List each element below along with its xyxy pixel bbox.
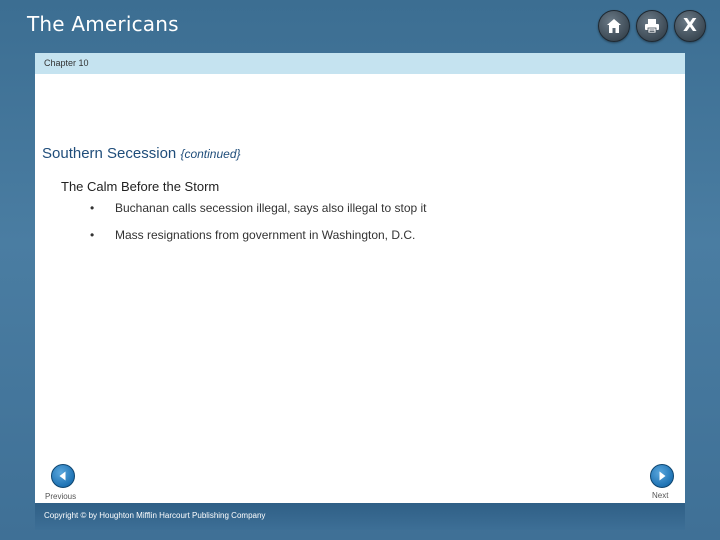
- bullet-marker: •: [90, 201, 95, 215]
- close-icon: X: [683, 15, 697, 36]
- app-title: The Americans: [27, 12, 179, 36]
- section-title-text: Southern Secession: [42, 145, 177, 162]
- copyright-text: Copyright © by Houghton Mifflin Harcourt Publishing Company: [44, 511, 266, 520]
- home-icon: [605, 17, 623, 35]
- section-title: [42, 145, 241, 162]
- bullet-text: Mass resignations from government in Washington, D.C.: [115, 228, 416, 242]
- previous-button[interactable]: [51, 464, 75, 488]
- section-title-suffix: {continued}: [180, 147, 241, 161]
- arrow-left-icon: [57, 470, 69, 482]
- print-button[interactable]: [636, 10, 668, 42]
- next-button[interactable]: [650, 464, 674, 488]
- top-toolbar: [598, 10, 706, 42]
- chapter-label: Chapter 10: [44, 58, 89, 68]
- chapter-bar: [35, 53, 685, 74]
- bullet-marker: •: [90, 228, 95, 242]
- arrow-right-icon: [656, 470, 668, 482]
- slide-panel: [35, 53, 685, 530]
- footer-bar: [35, 503, 685, 530]
- home-button[interactable]: [598, 10, 630, 42]
- bullet-text: Buchanan calls secession illegal, says also illegal to stop it: [115, 201, 427, 215]
- print-icon: [643, 17, 661, 35]
- previous-label[interactable]: Previous: [45, 492, 77, 501]
- topic-heading: The Calm Before the Storm: [61, 179, 220, 194]
- next-label[interactable]: Next: [652, 491, 669, 500]
- close-button[interactable]: [674, 10, 706, 42]
